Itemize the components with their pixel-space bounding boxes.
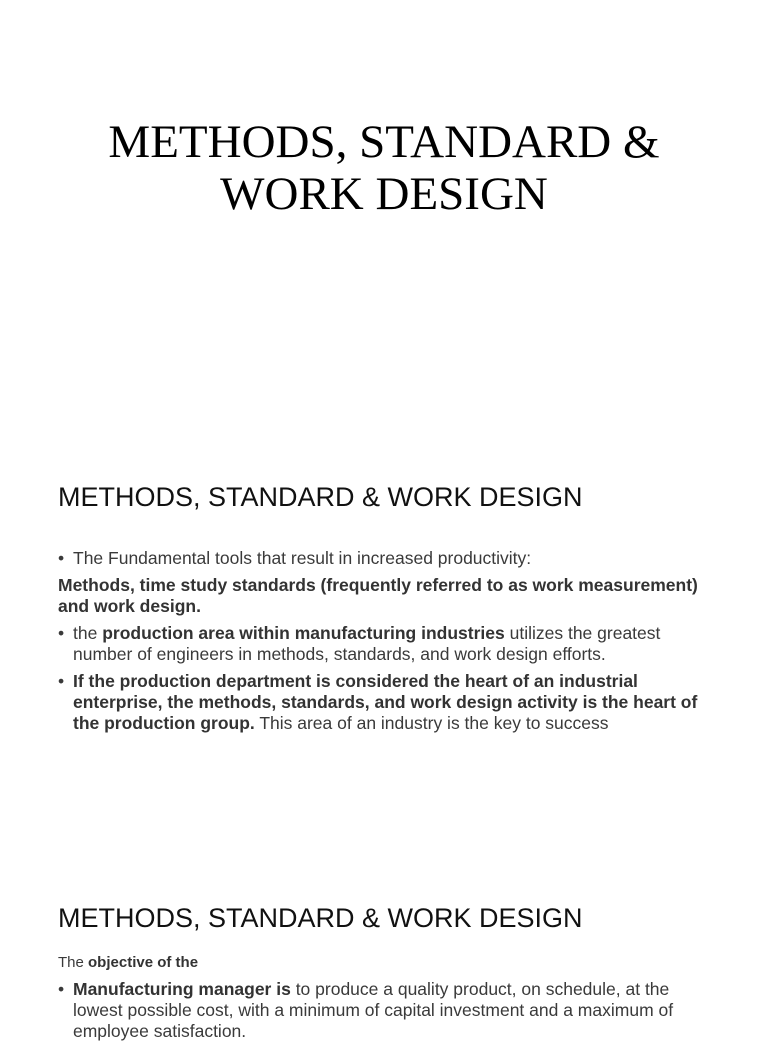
bullet-text-post: This area of an industry is the key to success	[254, 713, 609, 733]
cover-title-line-1: METHODS, STANDARD &	[108, 116, 660, 168]
bullet-dot: •	[58, 548, 65, 568]
slide-2-body	[58, 548, 708, 740]
bullet-dot: •	[58, 979, 65, 999]
bullet-item	[58, 623, 708, 665]
bullet-dot: •	[58, 671, 65, 691]
bold-paragraph	[58, 575, 708, 617]
intro-text-pre: The	[58, 954, 89, 971]
bullet-text: The Fundamental tools that result in increased productivity:	[73, 548, 532, 568]
bullet-dot: •	[58, 623, 65, 643]
bullet-text-bold: production area within manufacturing industries	[102, 623, 505, 643]
slide-1	[0, 0, 768, 444]
slide-3-title: METHODS, STANDARD & WORK DESIGN	[58, 903, 583, 933]
intro-line	[58, 952, 708, 973]
bullet-text-bold: If the production department is considered the heart of an industrial enterprise, the methods, standards, and work design activity is the heart of the production group.	[73, 671, 698, 733]
bullet-text-post: utilizes the greatest number of engineers in methods, standards, and work design efforts.	[73, 623, 661, 664]
slide-3	[0, 854, 768, 1041]
cover-title-line-2: WORK DESIGN	[220, 168, 548, 220]
bold-text: Methods, time study standards (frequently referred to as work measurement) and work design.	[58, 575, 698, 616]
bullet-text-post: to produce a quality product, on schedule, at the lowest possible cost, with a minimum of capital investment and a maximum of employee satisfaction.	[73, 979, 674, 1041]
intro-text-bold: objective of the	[88, 954, 199, 971]
bullet-text-pre: the	[73, 623, 103, 643]
bullet-item	[58, 671, 708, 734]
slide-2-title: METHODS, STANDARD & WORK DESIGN	[58, 482, 583, 512]
bullet-text-bold: Manufacturing manager is	[73, 979, 291, 999]
cover-title	[0, 116, 768, 220]
bullet-item	[58, 979, 708, 1042]
slide-3-body	[58, 952, 708, 1048]
bullet-item	[58, 548, 708, 569]
slide-2	[0, 444, 768, 854]
